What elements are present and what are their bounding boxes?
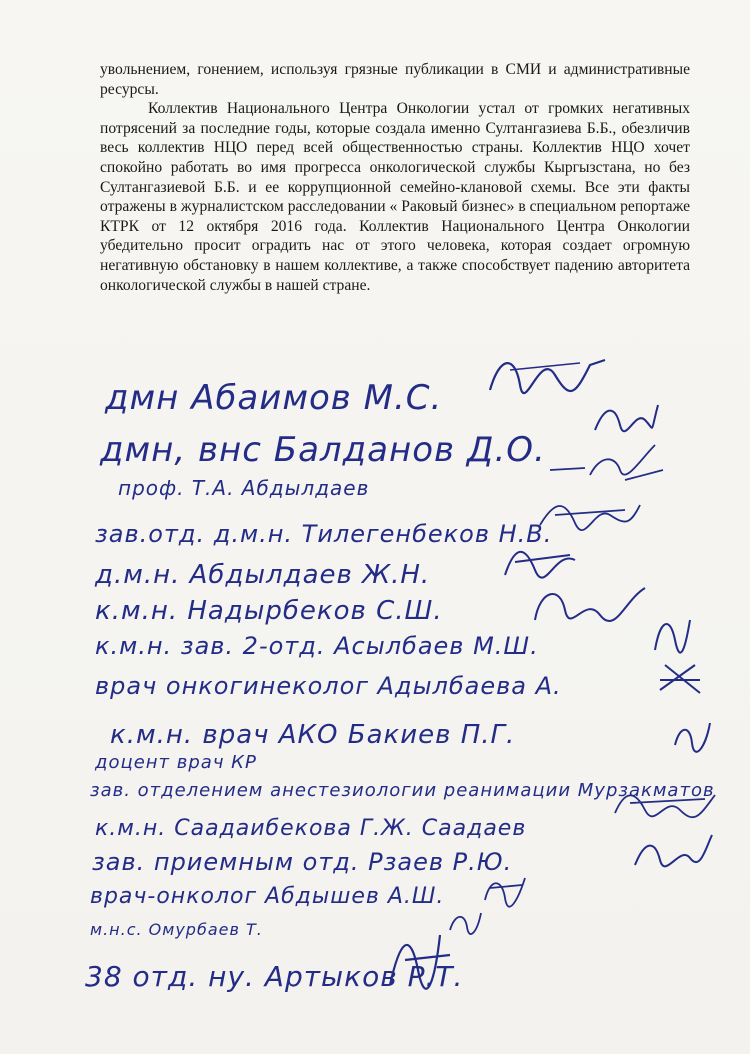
signature-line: м.н.с. Омурбаев Т. — [90, 920, 263, 939]
signature-line: зав. отделением анестезиологии реанимации Мурзакматов — [90, 780, 715, 801]
signature-scribble-14 — [380, 920, 460, 1000]
signature-line: доцент врач КР — [95, 752, 257, 773]
signature-line: к.м.н. Надырбеков С.Ш. — [95, 596, 443, 626]
paragraph-main: Коллектив Национального Центра Онкологии устал от громких негативных потрясений за последние годы, которые создала именно Султангазиева Б.Б., обезличив весь коллектив НЦО перед всей общественностью страны. Коллектив НЦО хочет спокойно работать во имя прогресса онкологической службы Кыргызстана, но без Султангазиевой Б.Б. и ее коррупционной семейно-клановой схемы. Все эти факты отражены в журналистском расследовании « Раковый бизнес» в специальном репортаже КТРК от 12 октября 2016 года. Коллектив Национального Центра Онкологии убедительно просит оградить нас от этого человека, которая создает огромную негативную обстановку в нашем коллективе, а также способствует падению авторитета онкологической службы в нашей стране. — [100, 100, 690, 294]
signature-scribble-2 — [590, 395, 660, 445]
signature-scribble-5 — [500, 540, 580, 585]
signature-line: дмн Абаимов М.С. — [105, 378, 443, 418]
paragraph-continuation: увольнением, гонением, используя грязные публикации в СМИ и административные ресурсы. — [100, 61, 690, 98]
signature-line: к.м.н. Саадаибекова Г.Ж. Саадаев — [95, 816, 527, 841]
signature-scribble-10 — [610, 785, 720, 825]
signature-line: врач-онколог Абдышев А.Ш. — [90, 884, 445, 909]
signature-scribble-12 — [480, 870, 530, 910]
signature-line: врач онкогинеколог Адылбаева А. — [95, 672, 562, 700]
signature-scribble-8 — [655, 655, 705, 700]
signature-line: 38 отд. ну. Артыков Р.Т. — [85, 960, 464, 993]
signature-line: к.м.н. зав. 2-отд. Асылбаев М.Ш. — [95, 632, 539, 660]
signature-scribble-11 — [630, 830, 715, 875]
signature-line: проф. Т.А. Абдылдаев — [118, 476, 370, 500]
signature-scribble-6 — [530, 580, 650, 630]
signature-scribble-9 — [670, 715, 715, 760]
signature-scribble-4 — [535, 495, 645, 535]
signature-scribble-3 — [545, 440, 665, 490]
signature-line: к.м.н. врач АКО Бакиев П.Г. — [110, 720, 516, 750]
signature-line: зав. приемным отд. Рзаев Р.Ю. — [92, 848, 513, 876]
signature-line: дмн, внс Балданов Д.О. — [100, 430, 546, 470]
signature-line: зав.отд. д.м.н. Тилегенбеков Н.В. — [95, 520, 553, 548]
signature-line: д.м.н. Абдылдаев Ж.Н. — [95, 560, 431, 590]
signature-scribble-7 — [650, 610, 695, 660]
